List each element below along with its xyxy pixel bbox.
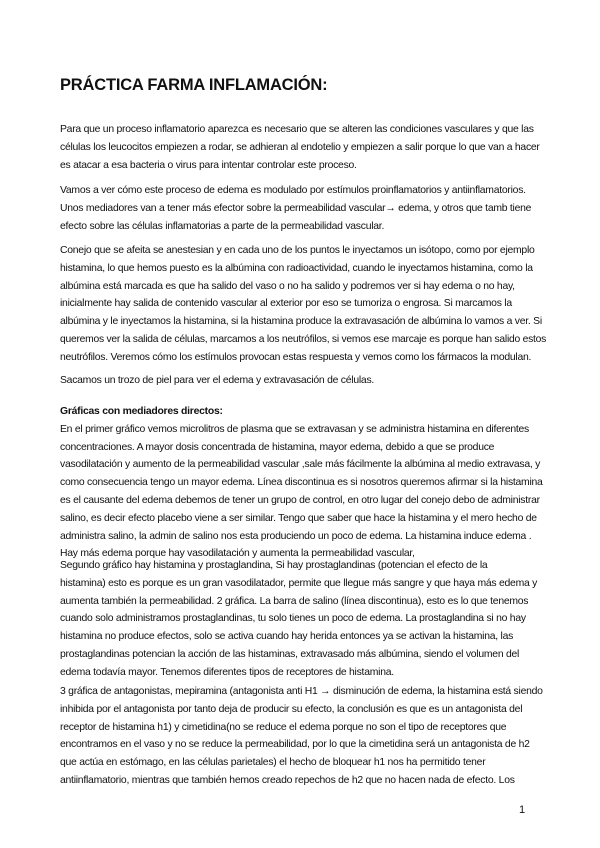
- text-line: Segundo gráfico hay histamina y prostaglandina, Si hay prostaglandinas (potencian el efecto de la: [60, 560, 488, 571]
- text-line: 3 gráfica de antagonistas, mepiramina (antagonista anti H1 → disminución de edema, la histamina está siendo: [60, 686, 543, 697]
- paragraph-graphs-direct: [60, 403, 543, 563]
- paragraph-skin: [60, 372, 374, 390]
- text-line: queremos ver la salida de células, marcamos a los neutrófilos, si vemos ese marcaje es porque han salido estos: [60, 333, 546, 345]
- text-line: como consecuencia tengo un mayor edema. Línea discontinua es si nosotros queremos afirmar si la histamina: [60, 477, 543, 489]
- text-line: histamina) esto es porque es un gran vasodilatador, permite que llegue más sangre y que haya más edema y: [60, 577, 538, 589]
- text-line: antiinflamatorio, mientras que también hemos creado repechos de h2 que no hacen nada de efecto. Los: [60, 774, 515, 786]
- text-line: prostaglandinas potencian la acción de las histaminas, extravasado más albúmina, siendo el volumen del: [60, 648, 520, 660]
- text-line: En el primer gráfico vemos microlitros de plasma que se extravasan y se administra histamina en diferentes: [60, 423, 530, 435]
- text-line: efecto sobre las células inflamatorias a parte de la permeabilidad vascular.: [60, 220, 385, 232]
- text-line: cuando solo administramos prostaglandinas, tu solo tienes un poco de edema. La prostaglandina si no hay: [60, 613, 526, 625]
- text-line: receptor de histamina h1) y cimetidina(no se reduce el edema porque no son el tipo de receptores que: [60, 721, 507, 733]
- text-line: Conejo que se afeita se anestesian y en cada uno de los puntos le inyectamos un isótopo, como por ejemplo: [60, 245, 535, 256]
- page-number: 1: [519, 804, 526, 816]
- text-line: inicialmente hay salida de contenido vascular al exterior por eso se tumoriza o engrosa. Si marcamos la: [60, 298, 512, 310]
- text-line: salino, es decir efecto placebo viene a ser similar. Tengo que saber que hace la histamina y el mero hecho de: [60, 512, 537, 524]
- text-line: células los leucocitos empiezen a rodar, se adhieran al endotelio y empiezen a salir porque lo que van a hacer: [60, 141, 540, 153]
- text-line: Hay más edema porque hay vasodilatación y aumenta la permeabilidad vascular,: [60, 548, 415, 560]
- text-line: concentraciones. A mayor dosis concentrada de histamina, mayor edema, debido a que se produce: [60, 441, 495, 453]
- text-line: Para que un proceso inflamatorio aparezca es necesario que se alteren las condiciones vasculares y que las: [60, 124, 534, 135]
- text-line: edema todavía mayor. Tenemos diferentes tipos de receptores de histamina.: [60, 666, 394, 678]
- text-line: inhibida por el antagonista por tanto deja de producir su efecto, la conclusión es que es un antagonista del: [60, 703, 523, 715]
- paragraph-third-graph: [60, 683, 543, 790]
- paragraph-intro: [60, 121, 540, 174]
- section-heading: Gráficas con mediadores directos:: [60, 406, 223, 417]
- text-line: Unos mediadores van a tener más efector sobre la permeabilidad vascular→ edema, y otros que tamb tiene: [60, 202, 532, 214]
- text-line: administra salino, la admin de salino nos esta produciendo un poco de edema. La histamina induce edema .: [60, 530, 532, 542]
- paragraph-modulation: [60, 182, 531, 235]
- paragraph-rabbit: [60, 242, 550, 367]
- document-title: PRÁCTICA FARMA INFLAMACIÓN:: [60, 76, 328, 94]
- text-line: neutrófilos. Veremos cómo los estímulos provocan estas respuesta y vemos como los fármacos la modulan.: [60, 351, 532, 363]
- text-line: histamina, lo que hemos puesto es la albúmina con radioactividad, cuando le inyectamos histamina, como la: [60, 262, 533, 274]
- text-line: que actúa en estómago, en las células parietales) el hecho de bloquear h1 nos ha permitido tener: [60, 757, 486, 769]
- text-line: histamina no produce efectos, solo se activa cuando hay herida entonces ya se activan la histamina, las: [60, 631, 514, 643]
- text-line: es atacar a esa bacteria o virus para intentar controlar este proceso.: [60, 159, 357, 171]
- paragraph-second-graph: [60, 557, 537, 682]
- text-line: aumenta también la permeabilidad. 2 gráfica. La barra de salino (línea discontinua), esto es lo que tenemos: [60, 595, 529, 607]
- text-line: encontramos en el vaso y no se reduce la permeabilidad, por lo que la cimetidina será un antagonista de h2: [60, 739, 530, 751]
- text-line: Sacamos un trozo de piel para ver el edema y extravasación de células.: [60, 375, 375, 386]
- text-line: Vamos a ver cómo este proceso de edema es modulado por estímulos proinflamatorios y antiinflamatorios.: [60, 185, 526, 196]
- text-line: es el causante del edema debemos de tener un grupo de control, en otro lugar del conejo debo de administrar: [60, 494, 540, 506]
- text-line: albúmina está marcada es que ha salido del vaso o no ha salido y podremos ver si hay edema o no hay,: [60, 280, 515, 292]
- text-line: albúmina y le inyectamos la histamina, si la histamina produce la extravasación de albúmina lo vamos a ver. Si: [60, 316, 542, 328]
- text-line: vasodilatación y aumento de la permeabilidad vascular ,sale más fácilmente la albúmina al medio extravasa, y: [60, 459, 541, 471]
